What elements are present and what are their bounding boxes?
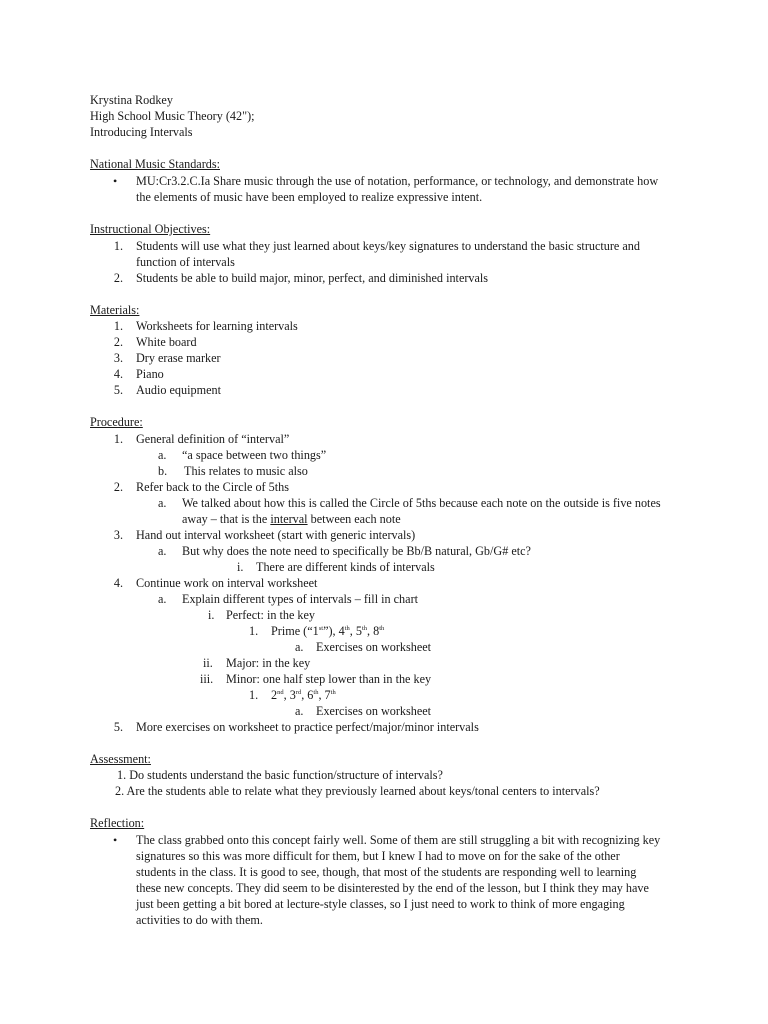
procedure-step-5: More exercises on worksheet to practice perfect/major/minor intervals xyxy=(136,720,479,734)
procedure-step-4aiii1a: Exercises on worksheet xyxy=(316,704,432,718)
objective-2: Students be able to build major, minor, perfect, and diminished intervals xyxy=(136,271,489,285)
bullet-marker: • xyxy=(113,833,118,847)
list-number: 2. xyxy=(113,335,123,349)
procedure-step-4ai1 xyxy=(271,623,384,639)
standards-heading: National Music Standards: xyxy=(90,157,220,171)
procedure-step-4a: Explain different types of intervals – fill in chart xyxy=(182,592,419,606)
procedure-step-4ai: Perfect: in the key xyxy=(226,608,316,622)
list-number: 3. xyxy=(113,351,123,365)
objective-1-line-1: Students will use what they just learned about keys/key signatures to understand the basic structure and xyxy=(136,239,640,253)
text-run: , 8 xyxy=(367,624,380,638)
text-run: 2 xyxy=(271,688,278,702)
list-roman: i. xyxy=(208,608,215,622)
list-number: 1. xyxy=(249,688,259,702)
text-run: , 6 xyxy=(301,688,314,702)
superscript: st xyxy=(318,624,324,632)
procedure-step-4ai1a: Exercises on worksheet xyxy=(316,640,432,654)
text-run: between each note xyxy=(310,512,401,526)
procedure-step-3a: But why does the note need to specifically be Bb/B natural, Gb/G# etc? xyxy=(182,544,531,558)
procedure-step-3ai: There are different kinds of intervals xyxy=(256,560,435,574)
procedure-step-1: General definition of “interval” xyxy=(136,432,290,446)
objective-1-line-2: function of intervals xyxy=(136,255,235,269)
reflection-line: just been getting a bit bored at lecture-style classes, so I just need to work to think of more engaging xyxy=(136,897,625,911)
procedure-step-4: Continue work on interval worksheet xyxy=(136,576,318,590)
material-item: Piano xyxy=(136,367,164,381)
bullet-marker: • xyxy=(113,174,118,188)
assessment-question-1: 1. Do students understand the basic function/structure of intervals? xyxy=(117,768,443,782)
material-item: Audio equipment xyxy=(136,383,221,397)
reflection-line: activities to do with them. xyxy=(136,913,263,927)
material-item: White board xyxy=(136,335,197,349)
reflection-line: these new concepts. They did seem to be disinterested by the end of the lesson, but I think they may have xyxy=(136,881,649,895)
list-letter: b. xyxy=(158,464,168,478)
procedure-step-1b: This relates to music also xyxy=(184,464,308,478)
lesson-topic: Introducing Intervals xyxy=(90,125,193,139)
procedure-step-4aiii: Minor: one half step lower than in the key xyxy=(226,672,432,686)
course-title: High School Music Theory (42"); xyxy=(90,109,255,123)
assessment-question-2: 2. Are the students able to relate what they previously learned about keys/tonal centers to intervals? xyxy=(115,784,600,798)
list-number: 4. xyxy=(113,367,123,381)
procedure-step-4aii: Major: in the key xyxy=(226,656,311,670)
material-item: Dry erase marker xyxy=(136,351,221,365)
reflection-heading: Reflection: xyxy=(90,816,145,830)
text-run: , 7 xyxy=(318,688,331,702)
procedure-step-2: Refer back to the Circle of 5ths xyxy=(136,480,289,494)
list-number: 3. xyxy=(113,528,123,542)
reflection-line: The class grabbed onto this concept fairly well. Some of them are still struggling a bit with recognizing key xyxy=(136,833,661,847)
text-run: away – that is the xyxy=(182,512,268,526)
list-letter: a. xyxy=(158,496,167,510)
text-run: Prime (“1 xyxy=(271,624,319,638)
procedure-step-4aiii1 xyxy=(271,687,336,703)
list-letter: a. xyxy=(158,592,167,606)
list-number: 5. xyxy=(113,720,123,734)
superscript: nd xyxy=(277,688,284,696)
material-item: Worksheets for learning intervals xyxy=(136,319,298,333)
superscript: rd xyxy=(295,688,302,696)
list-number: 2. xyxy=(113,271,123,285)
interval-underlined-word: interval xyxy=(270,512,308,526)
list-letter: a. xyxy=(158,448,167,462)
list-roman: i. xyxy=(237,560,244,574)
list-number: 1. xyxy=(113,432,123,446)
author-name: Krystina Rodkey xyxy=(90,93,173,107)
text-run: , 5 xyxy=(349,624,362,638)
list-roman: iii. xyxy=(200,672,214,686)
procedure-step-1a: “a space between two things” xyxy=(182,448,327,462)
standard-line-2: the elements of music have been employed to realize expressive intent. xyxy=(136,190,483,204)
list-letter: a. xyxy=(158,544,167,558)
list-number: 4. xyxy=(113,576,123,590)
objectives-heading: Instructional Objectives: xyxy=(90,222,211,236)
materials-heading: Materials: xyxy=(90,303,140,317)
list-number: 5. xyxy=(113,383,123,397)
superscript: th xyxy=(379,624,385,632)
standard-line-1: MU:Cr3.2.C.Ia Share music through the use of notation, performance, or technology, and demonstrate how xyxy=(136,174,659,188)
procedure-step-2a-line-1: We talked about how this is called the Circle of 5ths because each note on the outside is five notes xyxy=(182,496,661,510)
list-letter: a. xyxy=(295,640,304,654)
assessment-heading: Assessment: xyxy=(90,752,151,766)
list-roman: ii. xyxy=(203,656,213,670)
procedure-heading: Procedure: xyxy=(90,415,143,429)
text-run: , 3 xyxy=(283,688,296,702)
list-number: 1. xyxy=(113,239,123,253)
list-number: 1. xyxy=(113,319,123,333)
procedure-step-3: Hand out interval worksheet (start with generic intervals) xyxy=(136,528,416,542)
text-run: ”), 4 xyxy=(323,624,345,638)
superscript: th xyxy=(330,688,336,696)
procedure-step-2a-line-2 xyxy=(182,511,742,527)
list-number: 2. xyxy=(113,480,123,494)
superscript: th xyxy=(361,624,368,632)
list-number: 1. xyxy=(249,624,259,638)
reflection-line: signatures so this was more difficult for them, but I knew I had to move on for the sake of the other xyxy=(136,849,620,863)
list-letter: a. xyxy=(295,704,304,718)
superscript: th xyxy=(313,688,319,696)
superscript: th xyxy=(344,624,350,632)
reflection-line: students in the class. It is good to see, though, that most of the students are responding well to learning xyxy=(136,865,637,879)
